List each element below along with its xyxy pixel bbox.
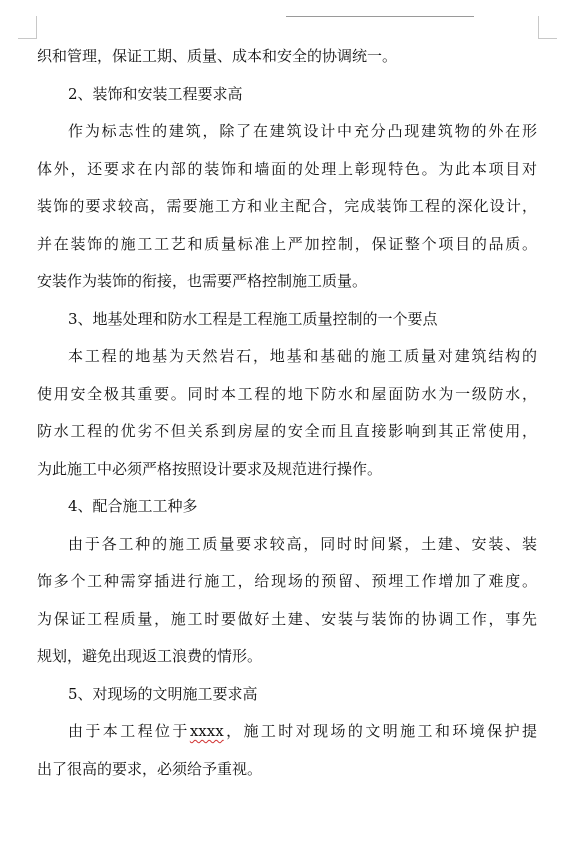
text-line: 并在装饰的施工工艺和质量标准上严加控制，保证整个项目的品质。: [37, 234, 537, 253]
text-line: 2、装饰和安装工程要求高: [68, 84, 243, 103]
text-line: 3、地基处理和防水工程是工程施工质量控制的一个要点: [68, 309, 438, 328]
text-line: 5、对现场的文明施工要求高: [68, 684, 258, 703]
page-corner-mark-right: [538, 16, 557, 39]
text-line: 为保证工程质量，施工时要做好土建、安装与装饰的协调工作，事先: [37, 609, 537, 628]
header-rule: [286, 16, 474, 17]
location-placeholder: xxxx: [189, 722, 224, 740]
location-suffix: ，施工时对现场的文明施工和环境保护提: [223, 722, 537, 740]
text-line: 作为标志性的建筑，除了在建筑设计中充分凸现建筑物的外在形: [68, 122, 537, 140]
location-prefix: 由于本工程位于: [68, 722, 190, 740]
text-line: 4、配合施工工种多: [68, 497, 198, 515]
text-line: 防水工程的优劣不但关系到房屋的安全而且直接影响到其正常使用，: [37, 422, 537, 440]
text-line: 为此施工中必须严格按照设计要求及规范进行操作。: [37, 459, 383, 478]
text-line: 装饰的要求较高，需要施工方和业主配合，完成装饰工程的深化设计，: [37, 197, 537, 215]
text-line: 安装作为装饰的衔接，也需要严格控制施工质量。: [37, 272, 368, 290]
document-body: [37, 38, 537, 788]
text-line: 体外，还要求在内部的装饰和墙面的处理上彰现特色。为此本项目对: [37, 159, 537, 178]
text-line: 由于各工种的施工质量要求较高，同时时间紧，土建、安装、装: [68, 534, 537, 553]
text-line: 本工程的地基为天然岩石，地基和基础的施工质量对建筑结构的: [68, 347, 537, 365]
paragraph-lines: [37, 38, 537, 713]
text-line: 使用安全极其重要。同时本工程的地下防水和屋面防水为一级防水，: [37, 384, 537, 403]
page-corner-mark-left: [18, 16, 37, 39]
text-line: 规划，避免出现返工浪费的情形。: [37, 647, 263, 665]
text-line-location: [37, 713, 537, 751]
text-line-last: 出了很高的要求，必须给予重视。: [37, 759, 263, 778]
text-line: 饰多个工种需穿插进行施工，给现场的预留、预埋工作增加了难度。: [37, 572, 537, 590]
text-line: 织和管理，保证工期、质量、成本和安全的协调统一。: [37, 47, 398, 65]
